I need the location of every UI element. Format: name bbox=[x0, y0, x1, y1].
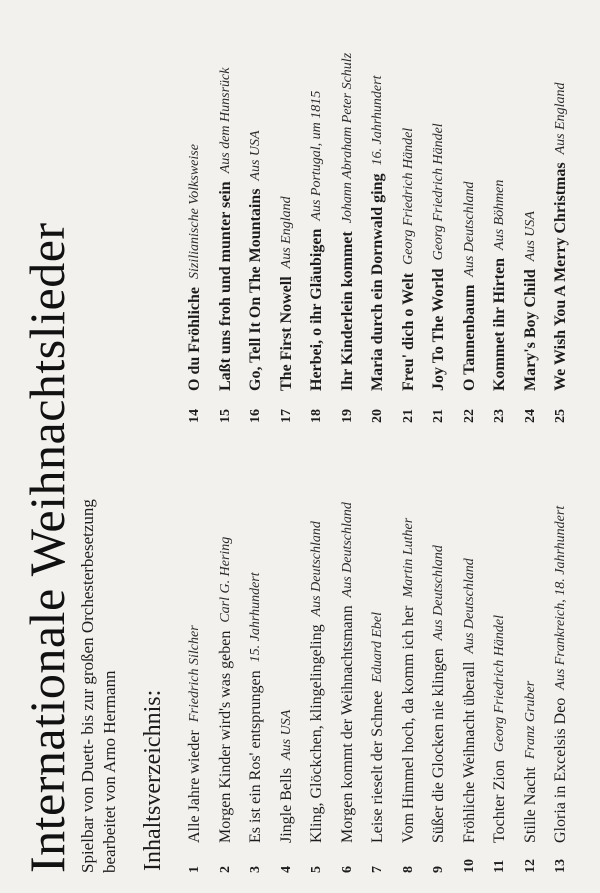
list-item bbox=[546, 502, 577, 873]
song-title: Vom Himmel hoch, da komm ich her bbox=[399, 605, 417, 843]
song-number: 20 bbox=[370, 409, 386, 423]
list-item bbox=[485, 53, 516, 423]
song-title: O du Fröhliche bbox=[186, 286, 204, 391]
song-number: 6 bbox=[339, 866, 355, 873]
song-origin: Sizilianische Volksweise bbox=[187, 144, 203, 279]
song-number: 25 bbox=[553, 409, 569, 423]
list-item bbox=[211, 53, 242, 423]
song-list-left bbox=[180, 502, 577, 873]
song-title: Es ist ein Ros' entsprungen bbox=[247, 670, 265, 843]
song-number: 10 bbox=[461, 859, 477, 873]
song-number: 12 bbox=[522, 859, 538, 873]
song-origin: 15. Jahrhundert bbox=[248, 572, 264, 663]
list-item bbox=[455, 53, 486, 423]
song-number: 2 bbox=[217, 866, 233, 873]
song-title: Tochter Zion bbox=[491, 760, 509, 843]
song-origin: Friedrich Silcher bbox=[187, 625, 203, 723]
list-item bbox=[180, 53, 211, 423]
list-item bbox=[363, 502, 394, 873]
list-item bbox=[394, 502, 425, 873]
list-item bbox=[333, 53, 364, 423]
song-number: 11 bbox=[492, 859, 508, 873]
toc-heading: Inhaltsverzeichnis: bbox=[140, 689, 166, 871]
song-title: Gloria in Excelsis Deo bbox=[552, 697, 570, 843]
song-title: Süßer die Glocken nie klingen bbox=[430, 648, 448, 843]
song-number: 17 bbox=[278, 409, 294, 423]
song-title: Joy To The World bbox=[430, 268, 448, 391]
song-origin: Aus Deutschland bbox=[461, 181, 477, 277]
song-origin: Aus USA bbox=[248, 130, 264, 181]
song-title: We Wish You A Merry Christmas bbox=[552, 162, 570, 391]
song-number: 22 bbox=[461, 409, 477, 423]
list-item bbox=[333, 502, 364, 873]
page-title: Internationale Weihnachtslieder bbox=[19, 222, 75, 873]
list-item bbox=[272, 53, 303, 423]
song-title: Ihr Kinderlein kommet bbox=[338, 231, 356, 391]
list-item bbox=[455, 502, 486, 873]
song-title: Laßt uns froh und munter sein bbox=[216, 181, 234, 391]
song-origin: Aus USA bbox=[278, 709, 294, 760]
song-origin: Aus Deutschland bbox=[431, 545, 447, 641]
song-list-right bbox=[180, 53, 577, 423]
song-origin: Georg Friedrich Händel bbox=[492, 615, 508, 753]
list-item bbox=[241, 502, 272, 873]
song-origin: Aus England bbox=[553, 82, 569, 155]
song-number: 16 bbox=[248, 409, 264, 423]
song-title: Morgen kommt der Weihnachtsmann bbox=[338, 605, 356, 843]
list-item bbox=[272, 502, 303, 873]
song-title: Kling, Glöckchen, klingelingeling bbox=[308, 624, 326, 843]
song-title: Maria durch ein Dornwald ging bbox=[369, 173, 387, 391]
song-origin: Franz Gruber bbox=[522, 680, 538, 760]
song-number: 13 bbox=[553, 859, 569, 873]
song-origin: Aus USA bbox=[522, 211, 538, 262]
song-origin: Georg Friedrich Händel bbox=[400, 127, 416, 265]
song-number: 14 bbox=[187, 409, 203, 423]
song-origin: 16. Jahrhundert bbox=[370, 75, 386, 166]
song-title: Jingle Bells bbox=[277, 767, 295, 843]
song-origin: Aus Deutschland bbox=[339, 502, 355, 598]
list-item bbox=[180, 502, 211, 873]
song-origin: Aus Deutschland bbox=[309, 521, 325, 617]
list-item bbox=[302, 502, 333, 873]
song-origin: Johann Abraham Peter Schulz bbox=[339, 52, 355, 224]
song-number: 1 bbox=[187, 866, 203, 873]
list-item bbox=[516, 53, 547, 423]
song-title: Kommet ihr Hirten bbox=[491, 257, 509, 391]
song-origin: Aus Frankreich, 18. Jahrhundert bbox=[553, 505, 569, 690]
subtitle: Spielbar von Duett- bis zur großen Orchesterbesetzung bbox=[78, 499, 97, 873]
song-origin: Georg Friedrich Händel bbox=[431, 123, 447, 261]
song-title: Freu' dich o Welt bbox=[399, 272, 417, 391]
song-title: Morgen Kinder wird's was geben bbox=[216, 630, 234, 843]
song-title: The First Nowell bbox=[277, 276, 295, 391]
song-title: Go, Tell It On The Mountains bbox=[247, 188, 265, 391]
list-item bbox=[516, 502, 547, 873]
song-number: 19 bbox=[339, 409, 355, 423]
song-origin: Aus Deutschland bbox=[461, 558, 477, 654]
song-title: Alle Jahre wieder bbox=[186, 730, 204, 843]
song-origin: Aus England bbox=[278, 196, 294, 269]
song-number: 21 bbox=[431, 409, 447, 423]
song-title: Leise rieselt der Schnee bbox=[369, 690, 387, 843]
song-title: Mary's Boy Child bbox=[521, 269, 539, 391]
list-item bbox=[363, 53, 394, 423]
list-item bbox=[241, 53, 272, 423]
list-item bbox=[394, 53, 425, 423]
song-number: 15 bbox=[217, 409, 233, 423]
song-origin: Carl G. Hering bbox=[217, 536, 233, 623]
song-number: 24 bbox=[522, 409, 538, 423]
song-title: Herbei, o ihr Gläubigen bbox=[308, 228, 326, 391]
arranger-credit: bearbeitet von Arno Hermann bbox=[100, 670, 119, 873]
list-item bbox=[424, 502, 455, 873]
song-title: O Tannenbaum bbox=[460, 284, 478, 391]
song-origin: Aus dem Hunsrück bbox=[217, 67, 233, 174]
song-origin: Aus Portugal, um 1815 bbox=[309, 90, 325, 221]
song-number: 7 bbox=[370, 866, 386, 873]
song-number: 3 bbox=[248, 866, 264, 873]
song-number: 5 bbox=[309, 866, 325, 873]
song-number: 9 bbox=[431, 866, 447, 873]
song-title: Stille Nacht bbox=[521, 767, 539, 843]
list-item bbox=[302, 53, 333, 423]
song-origin: Martin Luther bbox=[400, 517, 416, 598]
list-item bbox=[424, 53, 455, 423]
song-number: 21 bbox=[400, 409, 416, 423]
song-number: 23 bbox=[492, 409, 508, 423]
song-number: 18 bbox=[309, 409, 325, 423]
song-origin: Aus Böhmen bbox=[492, 179, 508, 250]
list-item bbox=[485, 502, 516, 873]
list-item bbox=[211, 502, 242, 873]
song-origin: Eduard Ebel bbox=[370, 611, 386, 683]
list-item bbox=[546, 53, 577, 423]
song-title: Fröhliche Weihnacht überall bbox=[460, 661, 478, 843]
song-number: 4 bbox=[278, 866, 294, 873]
song-number: 8 bbox=[400, 866, 416, 873]
